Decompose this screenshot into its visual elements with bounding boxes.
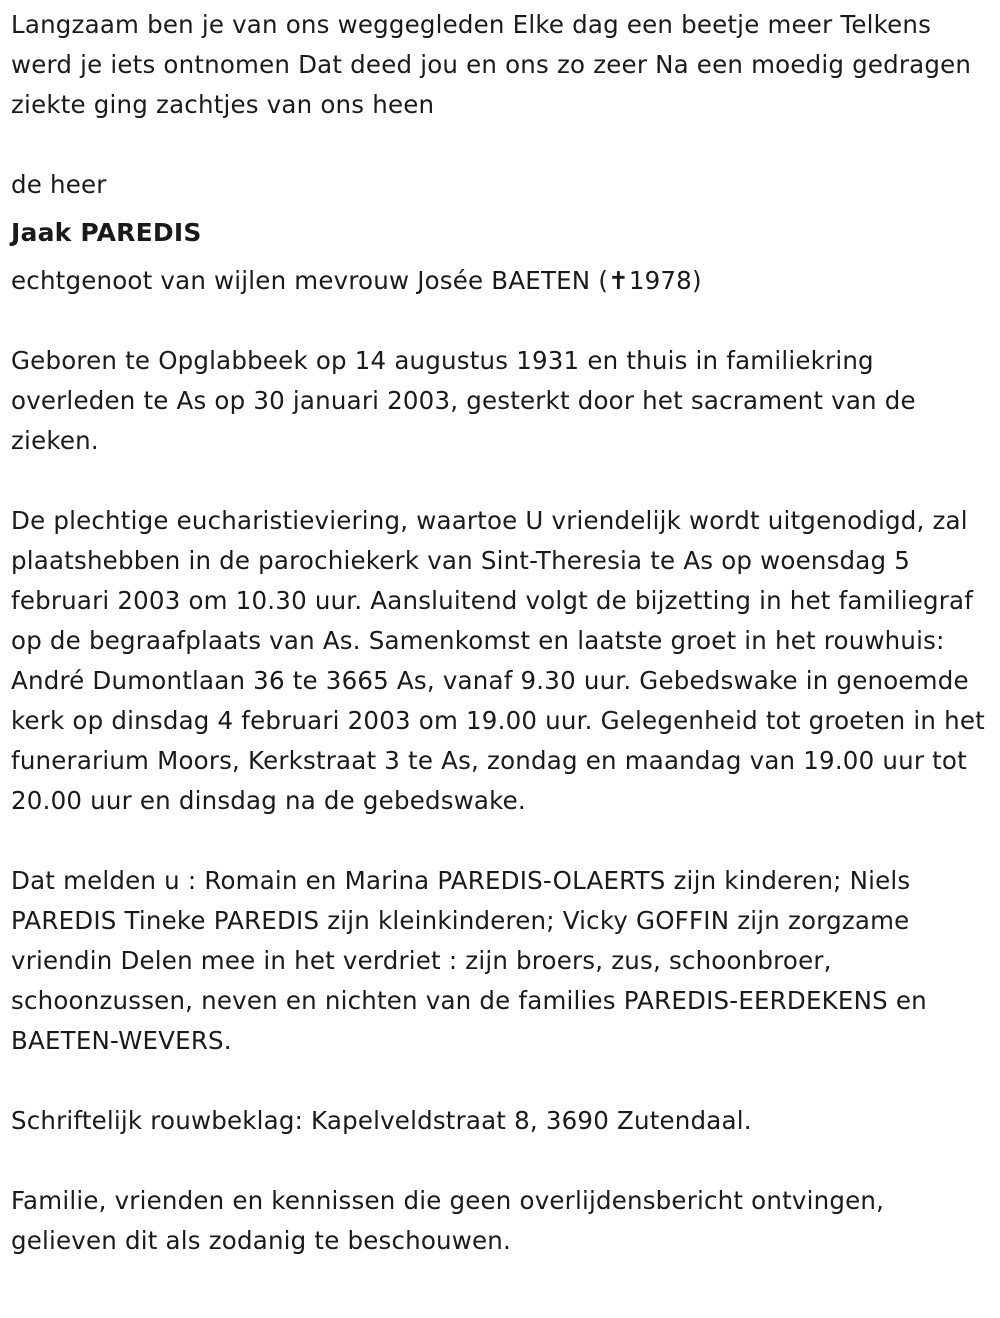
condolences-paragraph: Schriftelijk rouwbeklag: Kapelveldstraat 8, 3690 Zutendaal.	[11, 1106, 752, 1135]
spacer	[11, 301, 993, 341]
spouse-line	[11, 261, 993, 301]
ceremony-paragraph: De plechtige eucharistieviering, waartoe U vriendelijk wordt uitgenodigd, zal plaatshebben in de parochiekerk van Sint-Theresia te As op woensdag 5 februari 2003 om 10.30 uur. Aansluitend volgt de bijzetting in het familiegraf op de begraafplaats van As. Samenkomst en laatste groet in het rouwhuis: André Dumontlaan 36 te 3665 As, vanaf 9.30 uur. Gebedswake in genoemde kerk op dinsdag 4 februari 2003 om 19.00 uur. Gelegenheid tot groeten in het funerarium Moors, Kerkstraat 3 te As, zondag en maandag van 19.00 uur tot 20.00 uur en dinsdag na de gebedswake.	[11, 506, 985, 815]
spacer	[11, 461, 993, 501]
spouse-year: 1978)	[628, 266, 702, 295]
spacer	[11, 1061, 993, 1101]
spacer	[11, 205, 993, 213]
deceased-name: Jaak PAREDIS	[11, 218, 202, 247]
spouse-text: echtgenoot van wijlen mevrouw Josée BAETEN (	[11, 266, 609, 295]
spacer	[11, 1141, 993, 1181]
title-prefix: de heer	[11, 170, 107, 199]
cross-icon: ✝	[608, 266, 629, 295]
family-paragraph: Dat melden u : Romain en Marina PAREDIS-OLAERTS zijn kinderen; Niels PAREDIS Tineke PAREDIS zijn kleinkinderen; Vicky GOFFIN zijn zorgzame vriendin Delen mee in het verdriet : zijn broers, zus, schoonbroer, schoonzussen, neven en nichten van de families PAREDIS-EERDEKENS en BAETEN-WEVERS.	[11, 866, 927, 1055]
spacer	[11, 253, 993, 261]
spacer	[11, 125, 993, 165]
memorial-poem: Langzaam ben je van ons weggegleden Elke dag een beetje meer Telkens werd je iets ontnomen Dat deed jou en ons zo zeer Na een moedig gedragen ziekte ging zachtjes van ons heen	[11, 10, 972, 119]
closing-paragraph: Familie, vrienden en kennissen die geen overlijdensbericht ontvingen, gelieven dit als zodanig te beschouwen.	[11, 1186, 885, 1255]
obituary-document	[11, 5, 993, 1261]
birth-death-paragraph: Geboren te Opglabbeek op 14 augustus 1931 en thuis in familiekring overleden te As op 30 januari 2003, gesterkt door het sacrament van de zieken.	[11, 346, 916, 455]
spacer	[11, 821, 993, 861]
